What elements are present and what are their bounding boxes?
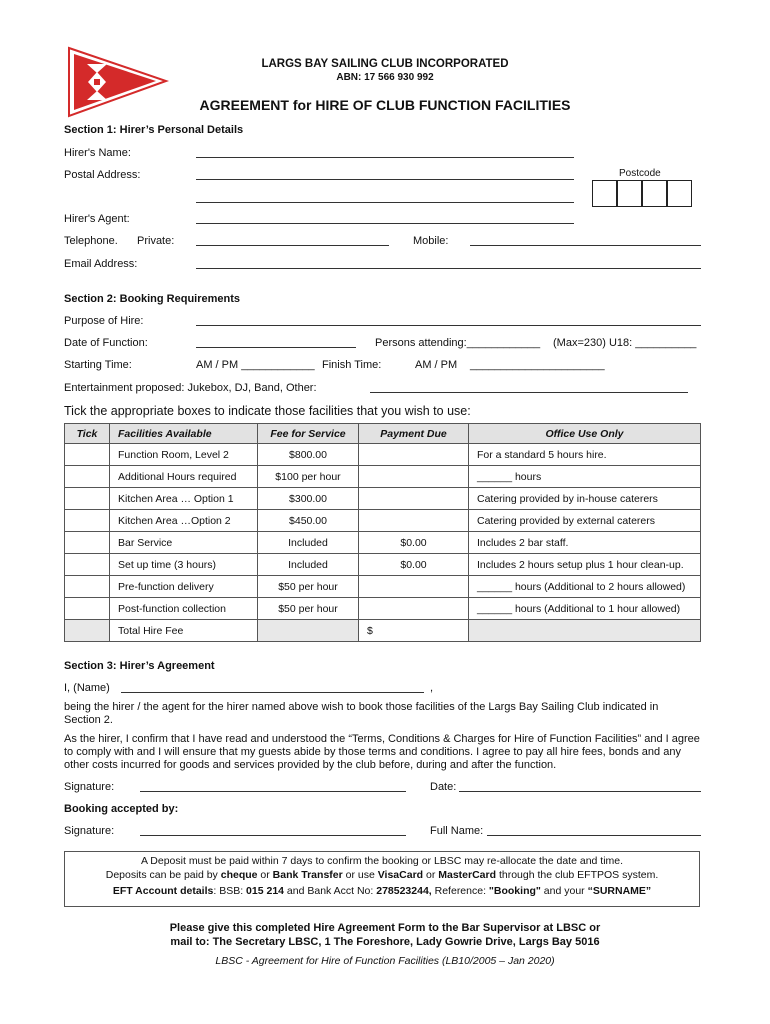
section3-heading: Section 3: Hirer’s Agreement: [64, 660, 215, 672]
office-use-cell: ______ hours (Additional to 2 hours allowed): [469, 576, 701, 598]
tick-checkbox[interactable]: [65, 598, 110, 620]
office-use-cell: Includes 2 bar staff.: [469, 532, 701, 554]
tick-checkbox[interactable]: [65, 444, 110, 466]
starting-time-label: Starting Time:: [64, 359, 132, 371]
club-abn: ABN: 17 566 930 992: [336, 72, 434, 83]
tick-checkbox[interactable]: [65, 510, 110, 532]
fee-cell: $50 per hour: [258, 576, 359, 598]
payment-due-cell[interactable]: [359, 466, 469, 488]
office-empty-cell: [469, 620, 701, 642]
facility-cell: Post-function collection: [110, 598, 258, 620]
table-row: [65, 510, 701, 532]
table-row: [65, 554, 701, 576]
accepted-signature-field[interactable]: [140, 835, 406, 836]
col-payment-due: Payment Due: [359, 424, 469, 444]
deposit-line-1: A Deposit must be paid within 7 days to confirm the booking or LBSC may re-allocate the date and time.: [140, 855, 624, 867]
club-name: LARGS BAY SAILING CLUB INCORPORATED: [261, 58, 509, 70]
office-use-cell: Catering provided by in-house caterers: [469, 488, 701, 510]
table-row: [65, 466, 701, 488]
fee-empty-cell: [258, 620, 359, 642]
entertainment-field[interactable]: [370, 392, 688, 393]
tick-checkbox[interactable]: [65, 576, 110, 598]
tick-checkbox[interactable]: [65, 554, 110, 576]
finish-time-label: Finish Time:: [322, 359, 382, 371]
postcode-digit-3[interactable]: [642, 180, 667, 207]
tick-empty-cell: [65, 620, 110, 642]
starting-ampm-field[interactable]: AM / PM ____________: [196, 359, 315, 371]
hirer-name-field[interactable]: [196, 157, 574, 158]
comma: ,: [430, 682, 434, 694]
signature-label: Signature:: [64, 781, 115, 793]
signature-field[interactable]: [140, 791, 406, 792]
office-use-cell: Catering provided by external caterers: [469, 510, 701, 532]
facility-cell: Kitchen Area …Option 2: [110, 510, 258, 532]
postal-address-field-1[interactable]: [196, 179, 574, 180]
facility-cell: Additional Hours required: [110, 466, 258, 488]
col-tick: Tick: [65, 424, 110, 444]
postcode-digit-2[interactable]: [617, 180, 642, 207]
section1-heading: Section 1: Hirer’s Personal Details: [64, 124, 244, 136]
purpose-label: Purpose of Hire:: [64, 315, 144, 327]
date-label: Date:: [430, 781, 457, 793]
payment-due-cell: $0.00: [359, 554, 469, 576]
hirer-agent-label: Hirer's Agent:: [64, 213, 130, 225]
fee-cell: Included: [258, 554, 359, 576]
office-use-cell: Includes 2 hours setup plus 1 hour clean-up.: [469, 554, 701, 576]
table-row: [65, 444, 701, 466]
postcode-label: Postcode: [619, 168, 661, 179]
footer-reference: LBSC - Agreement for Hire of Function Facilities (LB10/2005 – Jan 2020): [215, 955, 555, 967]
finish-ampm-label: AM / PM: [415, 359, 458, 371]
u18-field[interactable]: __________: [635, 337, 697, 349]
deposit-info-box: [64, 851, 700, 907]
tick-checkbox[interactable]: [65, 532, 110, 554]
full-name-field[interactable]: [487, 835, 701, 836]
payment-due-cell[interactable]: [359, 488, 469, 510]
table-row: [65, 598, 701, 620]
email-field[interactable]: [196, 268, 701, 269]
payment-due-cell: $0.00: [359, 532, 469, 554]
fee-cell: $300.00: [258, 488, 359, 510]
facility-cell: Kitchen Area … Option 1: [110, 488, 258, 510]
postcode-digit-4[interactable]: [667, 180, 692, 207]
deposit-line-2: Deposits can be paid by cheque or Bank Transfer or use VisaCard or MasterCard through the club EFTPOS system.: [105, 869, 659, 881]
table-header-row: [65, 424, 701, 444]
mobile-field[interactable]: [470, 245, 701, 246]
table-row: [65, 576, 701, 598]
postal-address-label: Postal Address:: [64, 169, 141, 181]
office-use-cell: ______ hours (Additional to 1 hour allowed): [469, 598, 701, 620]
purpose-field[interactable]: [196, 325, 701, 326]
email-label: Email Address:: [64, 258, 138, 270]
payment-due-cell[interactable]: [359, 444, 469, 466]
persons-attending-label: Persons attending:____________: [375, 337, 541, 349]
agreement-paragraph-1: being the hirer / the agent for the hirer named above wish to book those facilities of the Largs Bay Sailing Club indicated in Section 2.: [64, 701, 659, 726]
mobile-label: Mobile:: [413, 235, 449, 247]
i-name-field[interactable]: [121, 692, 424, 693]
i-name-label: I, (Name): [64, 682, 110, 694]
function-date-field[interactable]: [196, 347, 356, 348]
full-name-label: Full Name:: [430, 825, 484, 837]
col-facility: Facilities Available: [110, 424, 258, 444]
telephone-label: Telephone.: [64, 235, 118, 247]
postal-address-field-2[interactable]: [196, 202, 574, 203]
private-phone-field[interactable]: [196, 245, 389, 246]
footer-line-1: Please give this completed Hire Agreement Form to the Bar Supervisor at LBSC or: [169, 922, 601, 934]
booking-accepted-label: Booking accepted by:: [64, 803, 179, 815]
col-office-use: Office Use Only: [469, 424, 701, 444]
facility-cell: Function Room, Level 2: [110, 444, 258, 466]
facility-cell: Bar Service: [110, 532, 258, 554]
tick-checkbox[interactable]: [65, 488, 110, 510]
section2-heading: Section 2: Booking Requirements: [64, 293, 241, 305]
agreement-paragraph-2: As the hirer, I confirm that I have read and understood the “Terms, Conditions & Charges for Hire of Function Facilities” and I agree to comply with and I will ensure that my guests abide by those terms and conditions. I agree to pay all hire fees, bonds and any other costs incurred for goods and services provided by the club before, during and after the function.: [64, 733, 700, 771]
payment-due-cell[interactable]: [359, 510, 469, 532]
date-field[interactable]: [459, 791, 701, 792]
facility-cell: Pre-function delivery: [110, 576, 258, 598]
deposit-line-3: EFT Account details: BSB: 015 214 and Bank Acct No: 278523244, Reference: "Booking" and your “SURNAME”: [112, 885, 652, 897]
total-label: Total Hire Fee: [110, 620, 258, 642]
table-row: [65, 488, 701, 510]
private-phone-label: Private:: [137, 235, 175, 247]
total-row: [65, 620, 701, 642]
postcode-digit-1[interactable]: [592, 180, 617, 207]
office-use-cell: For a standard 5 hours hire.: [469, 444, 701, 466]
tick-instruction: Tick the appropriate boxes to indicate those facilities that you wish to use:: [64, 404, 471, 418]
fee-cell: $50 per hour: [258, 598, 359, 620]
accepted-signature-label: Signature:: [64, 825, 115, 837]
max-u18-label: (Max=230) U18: __________: [553, 337, 697, 349]
entertainment-label: Entertainment proposed: Jukebox, DJ, Band, Other:: [64, 382, 317, 394]
facility-cell: Set up time (3 hours): [110, 554, 258, 576]
col-fee: Fee for Service: [258, 424, 359, 444]
fee-cell: $800.00: [258, 444, 359, 466]
function-date-label: Date of Function:: [64, 337, 148, 349]
office-use-cell: ______ hours: [469, 466, 701, 488]
hirer-name-label: Hirer's Name:: [64, 147, 131, 159]
facilities-table: [64, 423, 701, 642]
tick-checkbox[interactable]: [65, 466, 110, 488]
footer-line-2: mail to: The Secretary LBSC, 1 The Foreshore, Lady Gowrie Drive, Largs Bay 5016: [170, 936, 600, 948]
fee-cell: Included: [258, 532, 359, 554]
table-row: [65, 532, 701, 554]
persons-attending-field[interactable]: ____________: [466, 337, 541, 349]
finish-time-field[interactable]: ______________________: [470, 359, 605, 371]
payment-due-cell[interactable]: [359, 598, 469, 620]
payment-due-cell[interactable]: [359, 576, 469, 598]
page-title: AGREEMENT for HIRE OF CLUB FUNCTION FACILITIES: [199, 97, 571, 113]
fee-cell: $100 per hour: [258, 466, 359, 488]
hirer-agent-field[interactable]: [196, 223, 574, 224]
fee-cell: $450.00: [258, 510, 359, 532]
total-value[interactable]: $: [359, 620, 469, 642]
